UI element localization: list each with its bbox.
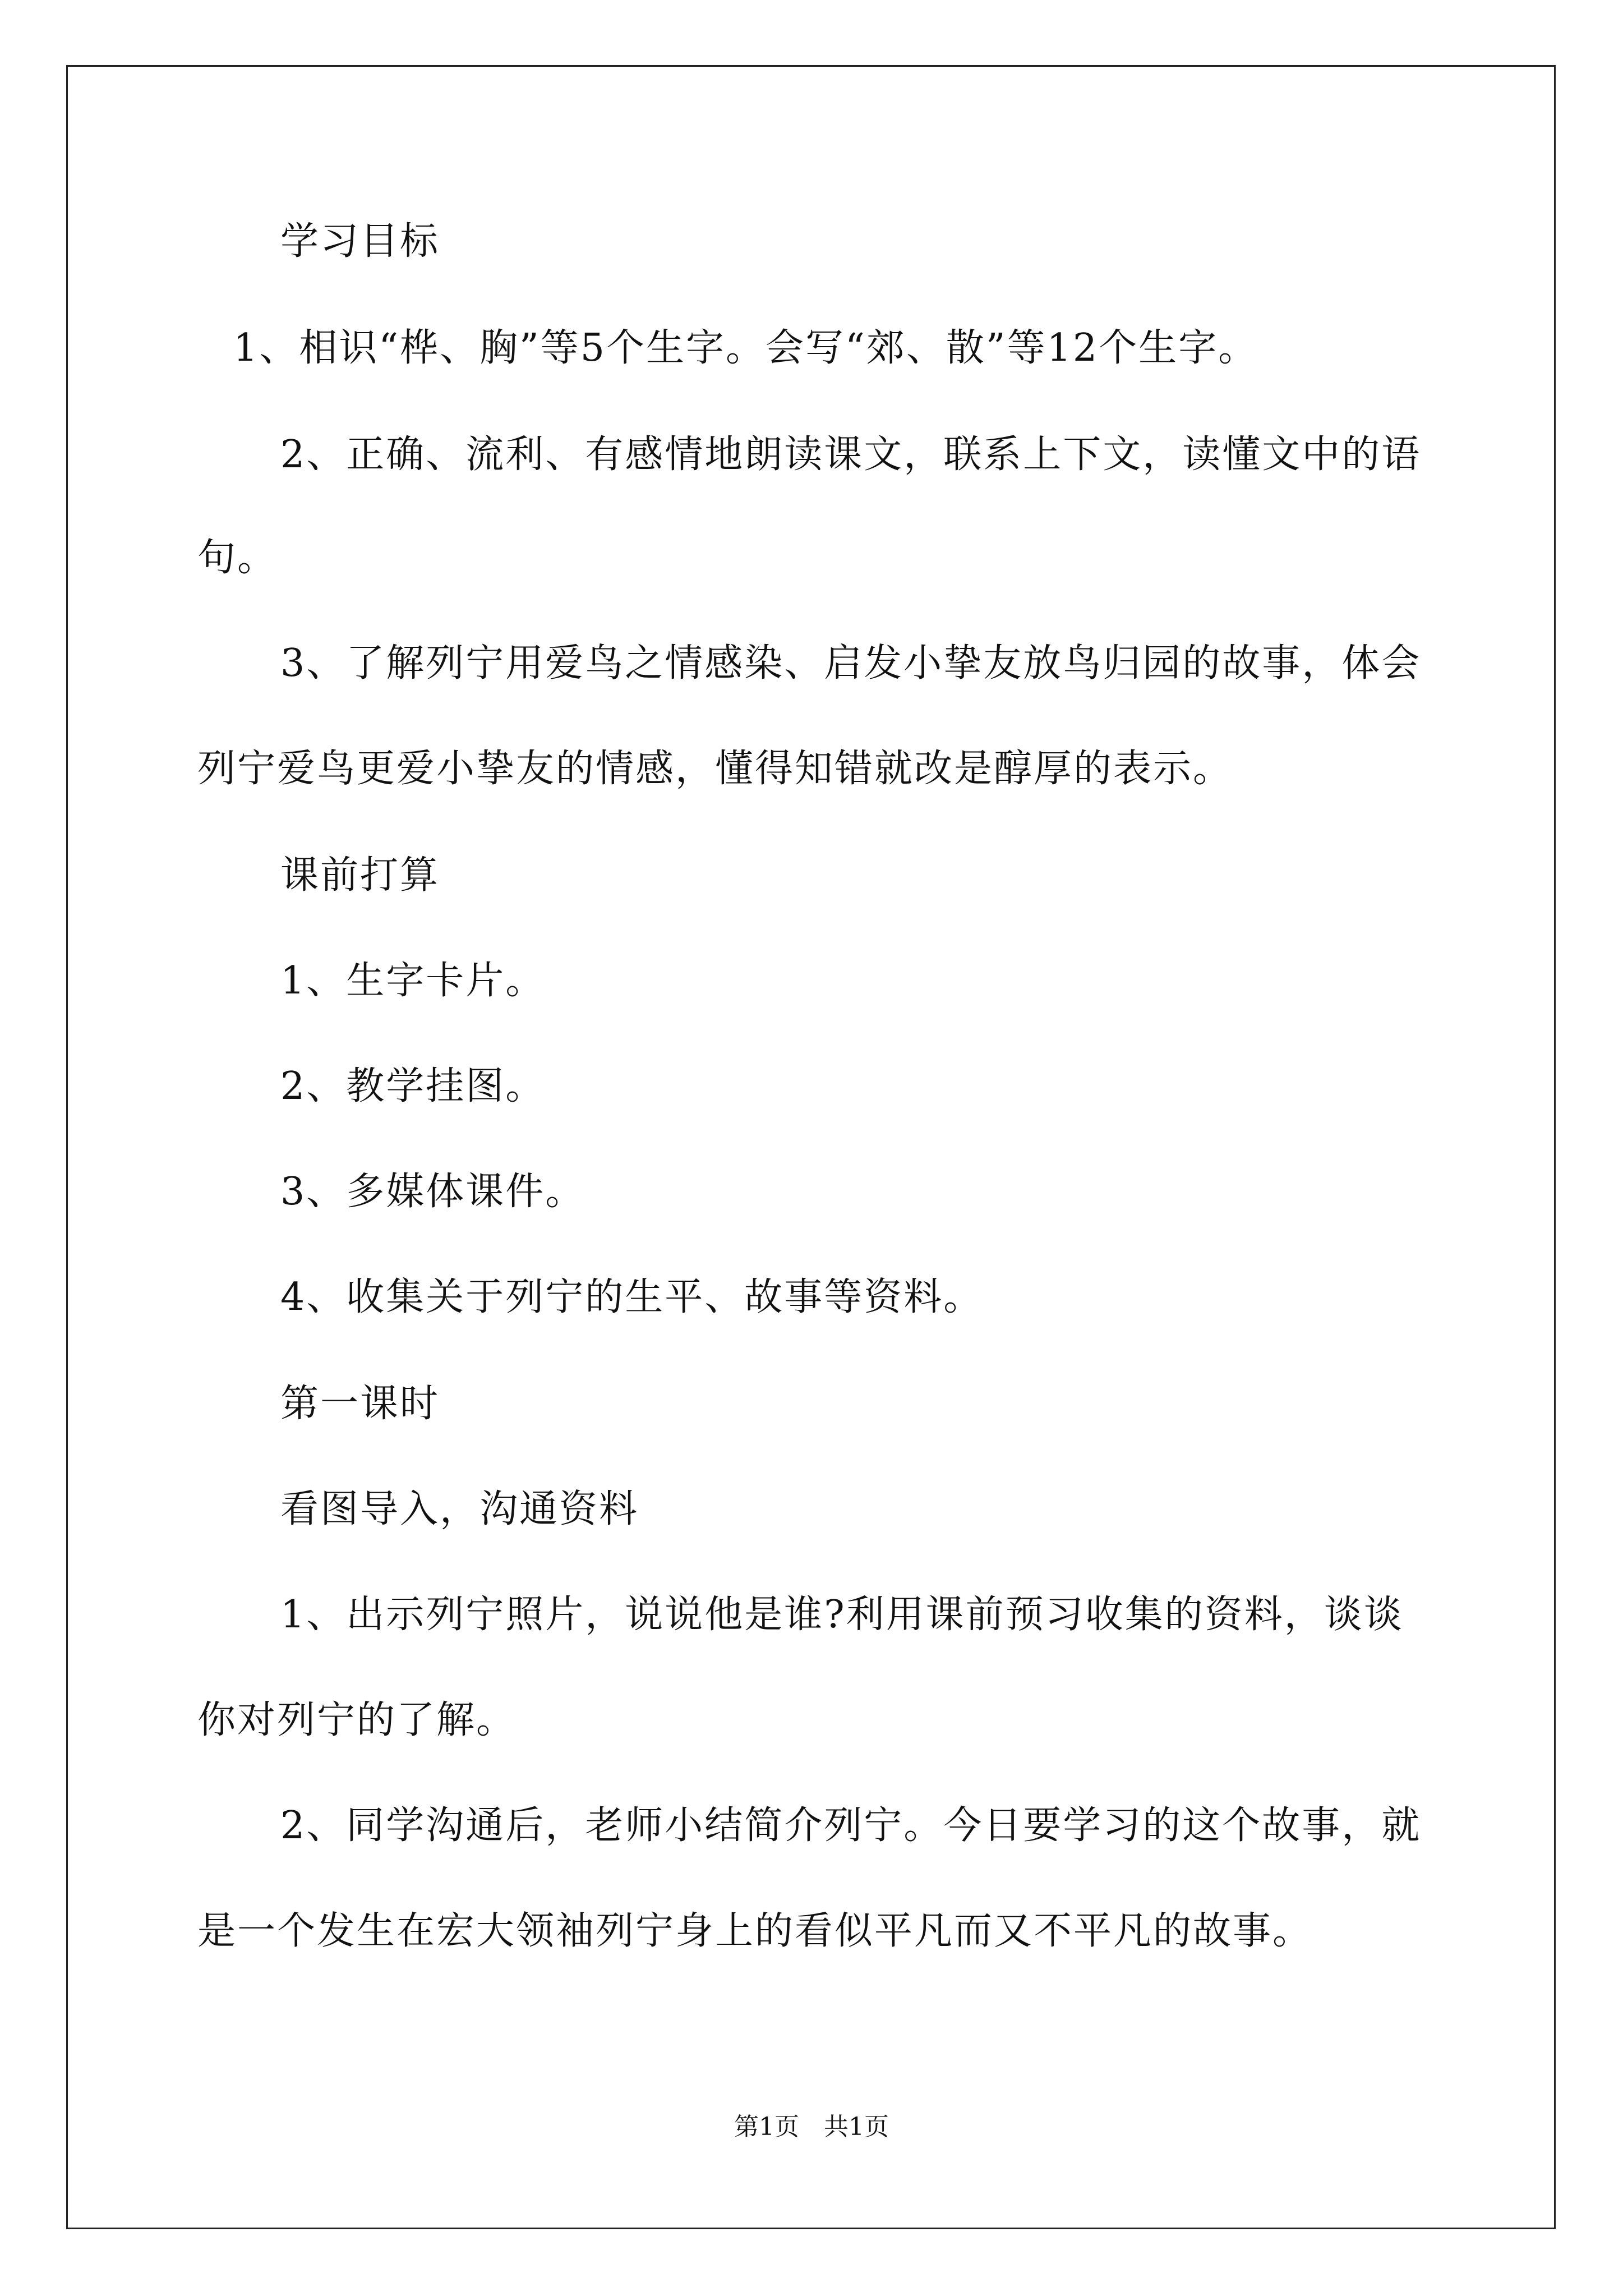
paragraph-line: 2、同学沟通后，老师小结简介列宁。今日要学习的这个故事，就	[280, 1803, 1422, 1848]
list-item: 4、收集关于列宁的生平、故事等资料。	[280, 1275, 984, 1319]
paragraph-line: 列宁爱鸟更爱小挚友的情感，懂得知错就改是醇厚的表示。	[197, 747, 1233, 791]
list-item: 3、多媒体课件。	[280, 1170, 585, 1214]
paragraph-line: 1、相识“桦、胸”等5个生字。会写“郊、散”等12个生字。	[233, 326, 1258, 370]
heading-learning-goals: 学习目标	[280, 219, 440, 264]
page-number-footer: 第1页 共1页	[734, 2113, 889, 2141]
paragraph-line: 2、正确、流利、有感情地朗读课文，联系上下文，读懂文中的语	[280, 432, 1422, 477]
paragraph-line: 你对列宁的了解。	[197, 1698, 517, 1742]
paragraph-line: 句。	[197, 536, 278, 580]
paragraph-line: 是一个发生在宏大领袖列宁身上的看似平凡而又不平凡的故事。	[197, 1909, 1313, 1953]
paragraph-line: 1、出示列宁照片，说说他是谁?利用课前预习收集的资料，谈谈	[280, 1593, 1404, 1637]
heading-preparation: 课前打算	[280, 853, 440, 898]
list-item: 1、生字卡片。	[280, 959, 546, 1003]
paragraph-line: 3、了解列宁用爱鸟之情感染、启发小挚友放鸟归园的故事，体会	[280, 641, 1422, 685]
heading-first-lesson: 第一课时	[280, 1382, 440, 1426]
list-item: 2、教学挂图。	[280, 1064, 546, 1108]
heading-intro: 看图导入，沟通资料	[280, 1487, 639, 1531]
